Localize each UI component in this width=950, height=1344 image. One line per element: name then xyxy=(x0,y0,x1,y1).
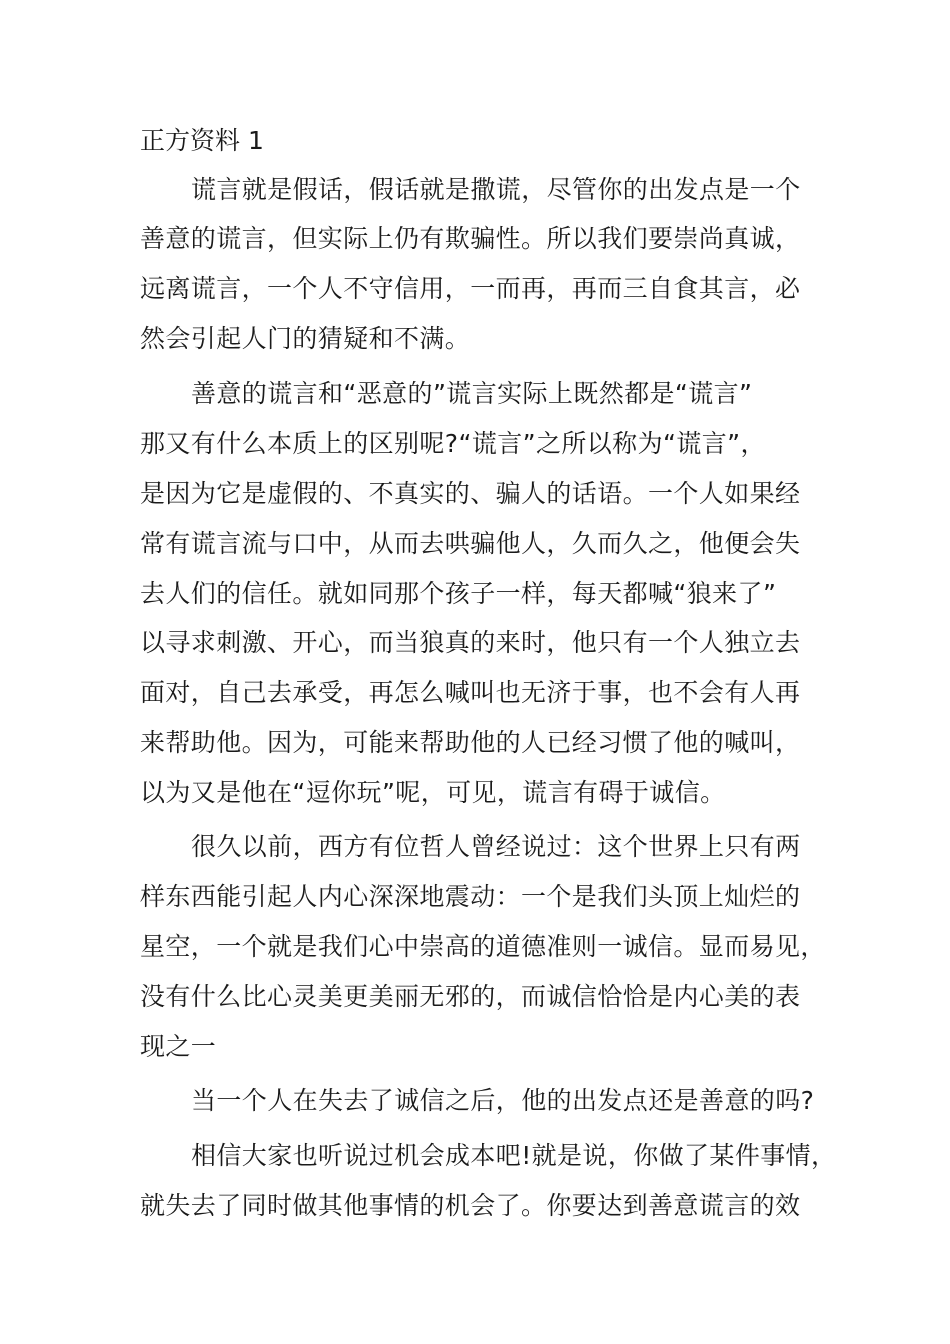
paragraph-5-line-1: 相信大家也听说过机会成本吧!就是说，你做了某件事情， xyxy=(191,1141,837,1170)
paragraph-1-line-3: 远离谎言，一个人不守信用，一而再，再而三自食其言，必 xyxy=(140,274,801,303)
paragraph-1-line-4: 然会引起人门的猜疑和不满。 xyxy=(140,324,471,353)
paragraph-1-line-2: 善意的谎言，但实际上仍有欺骗性。所以我们要崇尚真诚， xyxy=(140,224,801,253)
paragraph-5-line-2: 就失去了同时做其他事情的机会了。你要达到善意谎言的效 xyxy=(140,1191,801,1220)
paragraph-1-line-1: 谎言就是假话，假话就是撒谎，尽管你的出发点是一个 xyxy=(191,175,801,204)
paragraph-2-line-4: 常有谎言流与口中，从而去哄骗他人，久而久之，他便会失 xyxy=(140,529,801,558)
paragraph-2-line-8: 来帮助他。因为，可能来帮助他的人已经习惯了他的喊叫， xyxy=(140,728,801,757)
paragraph-2-line-2: 那又有什么本质上的区别呢?“谎言”之所以称为“谎言”， xyxy=(140,429,766,458)
paragraph-2-line-6: 以寻求刺激、开心，而当狼真的来时，他只有一个人独立去 xyxy=(140,628,801,657)
paragraph-2-line-5: 去人们的信任。就如同那个孩子一样，每天都喊“狼来了” xyxy=(140,579,777,608)
paragraph-4-line-1: 当一个人在失去了诚信之后，他的出发点还是善意的吗? xyxy=(191,1086,815,1115)
paragraph-3-line-2: 样东西能引起人内心深深地震动：一个是我们头顶上灿烂的 xyxy=(140,882,801,911)
paragraph-2-line-7: 面对，自己去承受，再怎么喊叫也无济于事，也不会有人再 xyxy=(140,678,801,707)
paragraph-3-line-5: 现之一 xyxy=(140,1032,217,1061)
document-title: 正方资料 1 xyxy=(140,126,264,155)
paragraph-2-line-3: 是因为它是虚假的、不真实的、骗人的话语。一个人如果经 xyxy=(140,479,801,508)
paragraph-3-line-4: 没有什么比心灵美更美丽无邪的，而诚信恰恰是内心美的表 xyxy=(140,982,801,1011)
paragraph-3-line-3: 星空，一个就是我们心中崇高的道德准则一诚信。显而易见， xyxy=(140,932,826,961)
paragraph-2-line-9: 以为又是他在“逗你玩”呢，可见，谎言有碍于诚信。 xyxy=(140,778,726,807)
paragraph-2-line-1: 善意的谎言和“恶意的”谎言实际上既然都是“谎言” xyxy=(191,379,753,408)
paragraph-3-line-1: 很久以前，西方有位哲人曾经说过：这个世界上只有两 xyxy=(191,832,801,861)
